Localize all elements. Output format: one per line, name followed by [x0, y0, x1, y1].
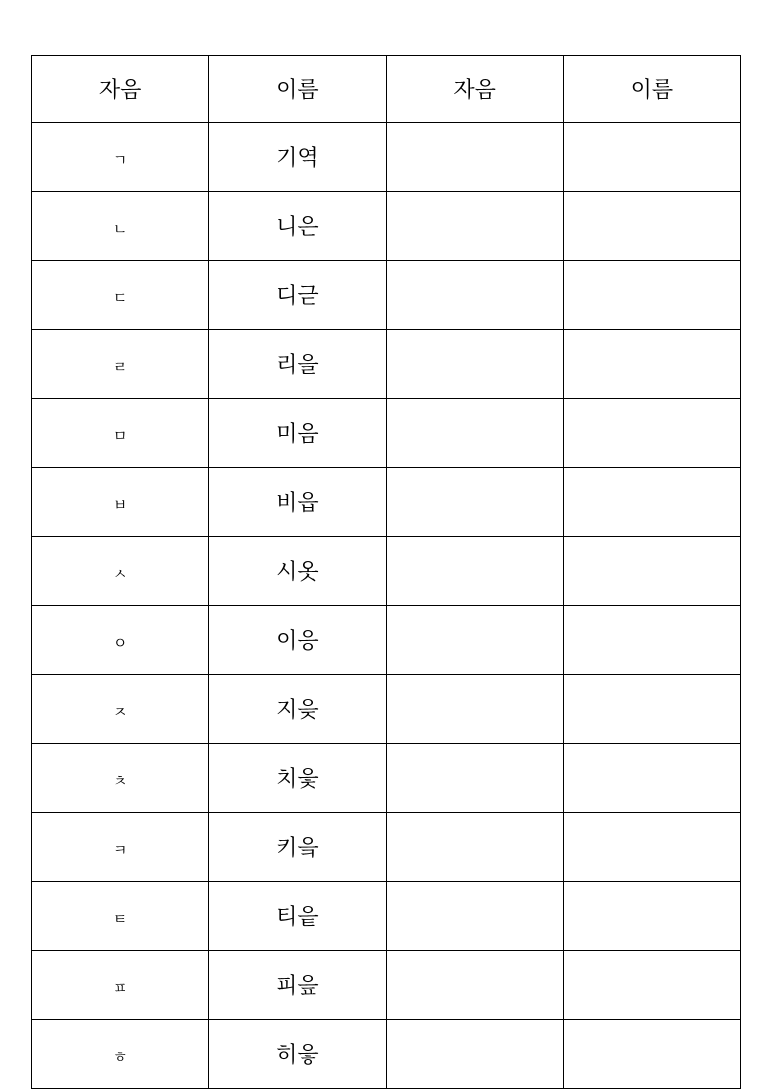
name-cell: 리을: [209, 330, 386, 399]
name-cell: 니은: [209, 192, 386, 261]
empty-consonant-cell: [386, 744, 563, 813]
consonant-cell: ㅎ: [32, 1020, 209, 1089]
consonant-cell: ㅍ: [32, 951, 209, 1020]
empty-consonant-cell: [386, 675, 563, 744]
table-header: [32, 56, 741, 123]
consonant-table: [31, 55, 741, 1089]
header-consonant-1: 자음: [32, 56, 209, 123]
empty-name-cell: [563, 882, 740, 951]
consonant-cell: ㄱ: [32, 123, 209, 192]
name-cell: 티읕: [209, 882, 386, 951]
empty-name-cell: [563, 123, 740, 192]
name-cell: 키읔: [209, 813, 386, 882]
name-cell: 치읓: [209, 744, 386, 813]
empty-consonant-cell: [386, 813, 563, 882]
consonant-cell: ㅈ: [32, 675, 209, 744]
table-row: [32, 744, 741, 813]
empty-name-cell: [563, 330, 740, 399]
empty-consonant-cell: [386, 606, 563, 675]
empty-name-cell: [563, 951, 740, 1020]
empty-name-cell: [563, 399, 740, 468]
consonant-cell: ㄴ: [32, 192, 209, 261]
consonant-cell: ㅅ: [32, 537, 209, 606]
name-cell: 미음: [209, 399, 386, 468]
table-row: [32, 606, 741, 675]
empty-consonant-cell: [386, 951, 563, 1020]
empty-name-cell: [563, 261, 740, 330]
empty-consonant-cell: [386, 192, 563, 261]
empty-name-cell: [563, 606, 740, 675]
header-row: [32, 56, 741, 123]
name-cell: 피읖: [209, 951, 386, 1020]
empty-consonant-cell: [386, 261, 563, 330]
header-name-1: 이름: [209, 56, 386, 123]
table-row: [32, 675, 741, 744]
header-name-2: 이름: [563, 56, 740, 123]
name-cell: 비읍: [209, 468, 386, 537]
consonant-cell: ㅇ: [32, 606, 209, 675]
name-cell: 디귿: [209, 261, 386, 330]
table-row: [32, 123, 741, 192]
table-row: [32, 468, 741, 537]
name-cell: 시옷: [209, 537, 386, 606]
empty-consonant-cell: [386, 537, 563, 606]
empty-consonant-cell: [386, 330, 563, 399]
name-cell: 지읒: [209, 675, 386, 744]
empty-consonant-cell: [386, 1020, 563, 1089]
empty-name-cell: [563, 675, 740, 744]
table-row: [32, 813, 741, 882]
consonant-cell: ㅂ: [32, 468, 209, 537]
empty-name-cell: [563, 744, 740, 813]
consonant-cell: ㅊ: [32, 744, 209, 813]
table-row: [32, 537, 741, 606]
empty-name-cell: [563, 192, 740, 261]
empty-consonant-cell: [386, 882, 563, 951]
empty-consonant-cell: [386, 468, 563, 537]
consonant-cell: ㅌ: [32, 882, 209, 951]
consonant-cell: ㄷ: [32, 261, 209, 330]
name-cell: 기역: [209, 123, 386, 192]
table-row: [32, 330, 741, 399]
empty-name-cell: [563, 468, 740, 537]
table-row: [32, 261, 741, 330]
empty-name-cell: [563, 813, 740, 882]
consonant-cell: ㄹ: [32, 330, 209, 399]
table-row: [32, 399, 741, 468]
consonant-cell: ㅁ: [32, 399, 209, 468]
empty-name-cell: [563, 1020, 740, 1089]
name-cell: 이응: [209, 606, 386, 675]
table-body: [32, 123, 741, 1089]
empty-consonant-cell: [386, 399, 563, 468]
table-row: [32, 1020, 741, 1089]
header-consonant-2: 자음: [386, 56, 563, 123]
empty-name-cell: [563, 537, 740, 606]
consonant-cell: ㅋ: [32, 813, 209, 882]
empty-consonant-cell: [386, 123, 563, 192]
table-row: [32, 192, 741, 261]
name-cell: 히읗: [209, 1020, 386, 1089]
table-row: [32, 951, 741, 1020]
table-row: [32, 882, 741, 951]
